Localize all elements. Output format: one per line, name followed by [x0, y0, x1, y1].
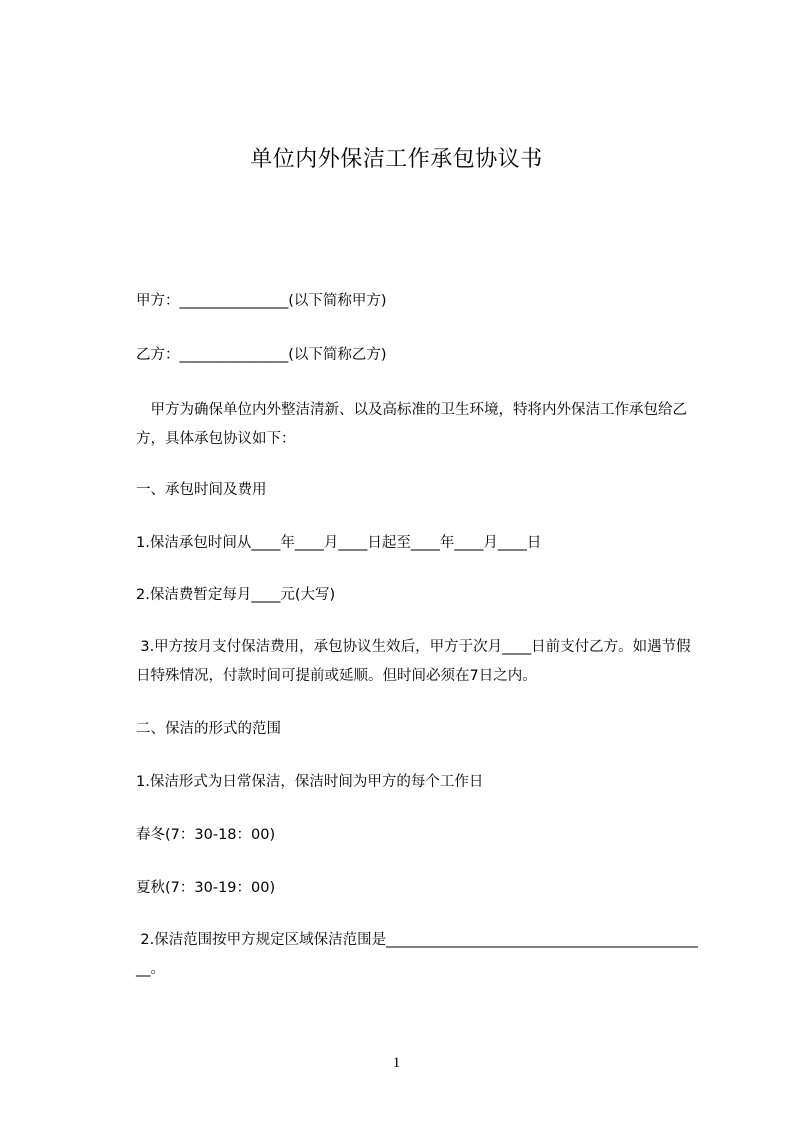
- summer-autumn-hours: 夏秋(7：30-19：00): [136, 880, 276, 896]
- section1-item2: 2.保洁费暂定每月____元(大写): [136, 587, 336, 603]
- party-b-line: 乙方：_______________(以下简称乙方): [136, 347, 387, 363]
- section2-item1: 1.保洁形式为日常保洁，保洁时间为甲方的每个工作日: [136, 774, 484, 790]
- section1-heading: 一、承包时间及费用: [136, 482, 267, 498]
- section2-item2: 2.保洁范围按甲方规定区域保洁范围是_____________________________________________。: [136, 932, 698, 977]
- section1-item3: 3.甲方按月支付保洁费用，承包协议生效后，甲方于次月____日前支付乙方。如遇节假日特殊情况，付款时间可提前或延顺。但时间必须在7日之内。: [136, 639, 691, 684]
- document-title: 单位内外保洁工作承包协议书: [250, 147, 543, 172]
- intro-paragraph: 甲方为确保单位内外整洁清新、以及高标准的卫生环境，特将内外保洁工作承包给乙方，具体承包协议如下：: [136, 402, 687, 447]
- page-number: 1: [392, 1055, 401, 1071]
- spring-winter-hours: 春冬(7：30-18：00): [136, 827, 276, 843]
- party-a-line: 甲方：_______________(以下简称甲方): [136, 293, 387, 309]
- section1-item1: 1.保洁承包时间从____年____月____日起至____年____月____日: [136, 535, 542, 551]
- section2-heading: 二、保洁的形式的范围: [136, 721, 281, 737]
